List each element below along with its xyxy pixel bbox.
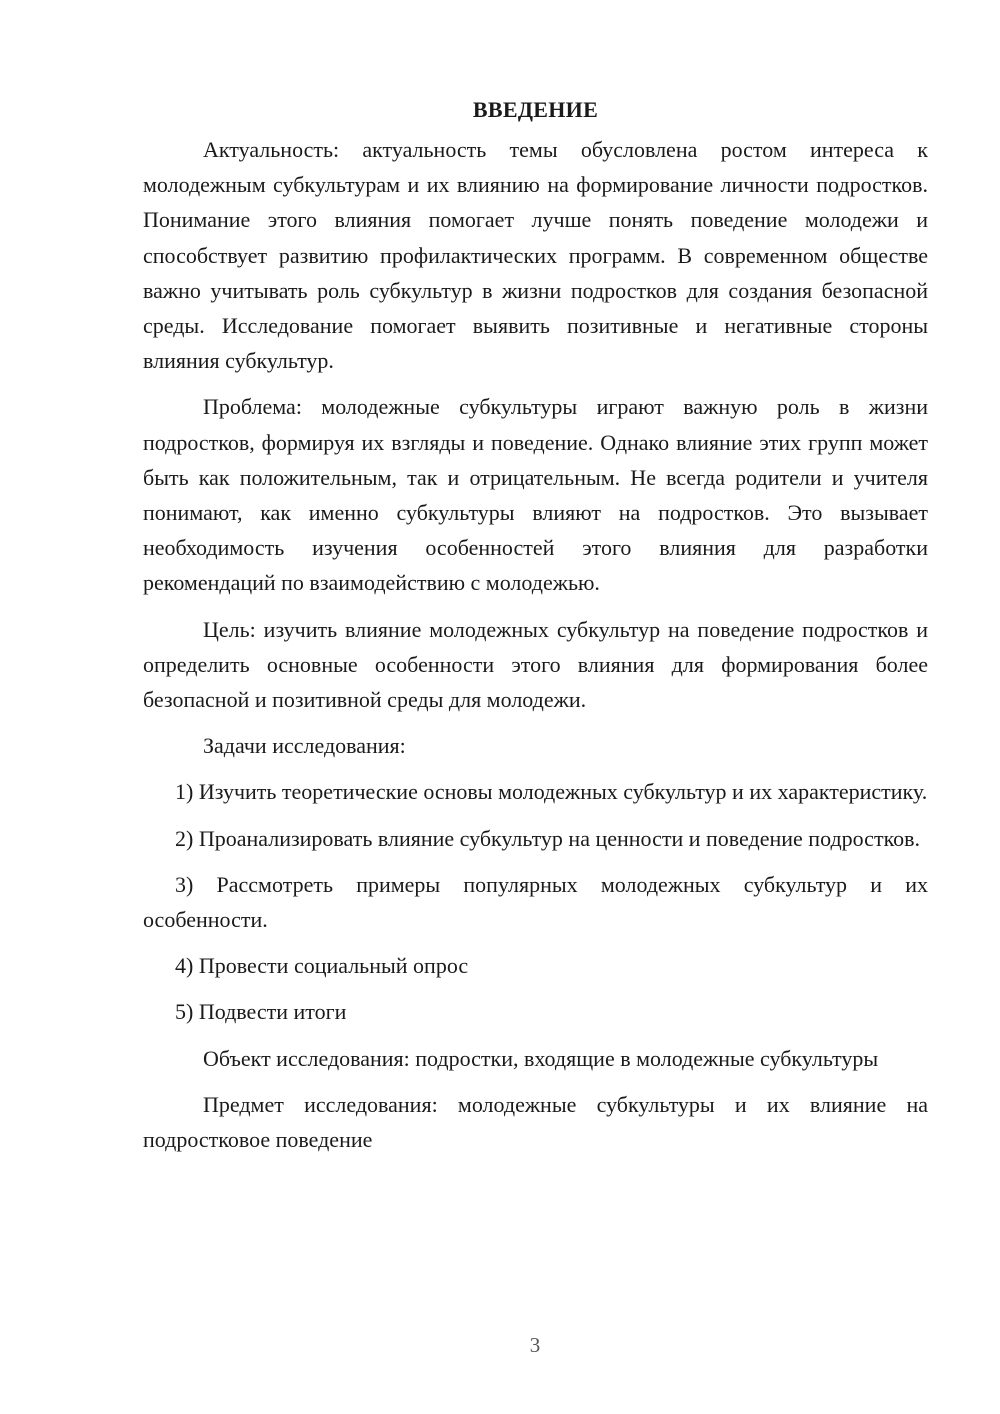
page-number: 3 bbox=[529, 1333, 541, 1357]
relevance-paragraph: Актуальность: актуальность темы обусловлена ростом интереса к молодежным субкультурам и их влиянию на формирование личности подростков. Понимание этого влияния помогает лучше понять поведение молодежи и способствует развитию профилактических программ. В современном обществе важно учитывать роль субкультур в жизни подростков для создания безопасной среды. Исследование помогает выявить позитивные и негативные стороны влияния субкультур. bbox=[143, 137, 928, 374]
tasks-list bbox=[143, 774, 928, 1029]
object-paragraph: Объект исследования: подростки, входящие в молодежные субкультуры bbox=[203, 1045, 879, 1071]
page-title: ВВЕДЕНИЕ bbox=[472, 97, 599, 122]
document-page bbox=[143, 92, 928, 1168]
task-item-5: 5) Подвести итоги bbox=[175, 999, 347, 1025]
goal-paragraph: Цель: изучить влияние молодежных субкультур на поведение подростков и определить основные особенности этого влияния для формирования более безопасной и позитивной среды для молодежи. bbox=[143, 616, 928, 713]
subject-paragraph: Предмет исследования: молодежные субкультуры и их влияние на подростковое поведение bbox=[143, 1091, 928, 1153]
task-item-2: 2) Проанализировать влияние субкультур на ценности и поведение подростков. bbox=[175, 825, 921, 851]
task-item-1: 1) Изучить теоретические основы молодежных субкультур и их характеристику. bbox=[175, 779, 928, 805]
problem-paragraph: Проблема: молодежные субкультуры играют важную роль в жизни подростков, формируя их взгляды и поведение. Однако влияние этих групп может быть как положительным, так и отрицательным. Не всегда родители и учителя понимают, как именно субкультуры влияют на подростков. Это вызывает необходимость изучения особенностей этого влияния для разработки рекомендаций по взаимодействию с молодежью. bbox=[143, 394, 928, 596]
task-item-3: 3) Рассмотреть примеры популярных молодежных субкультур и их особенности. bbox=[143, 871, 928, 933]
tasks-heading: Задачи исследования: bbox=[203, 733, 406, 759]
task-item-4: 4) Провести социальный опрос bbox=[175, 953, 469, 979]
